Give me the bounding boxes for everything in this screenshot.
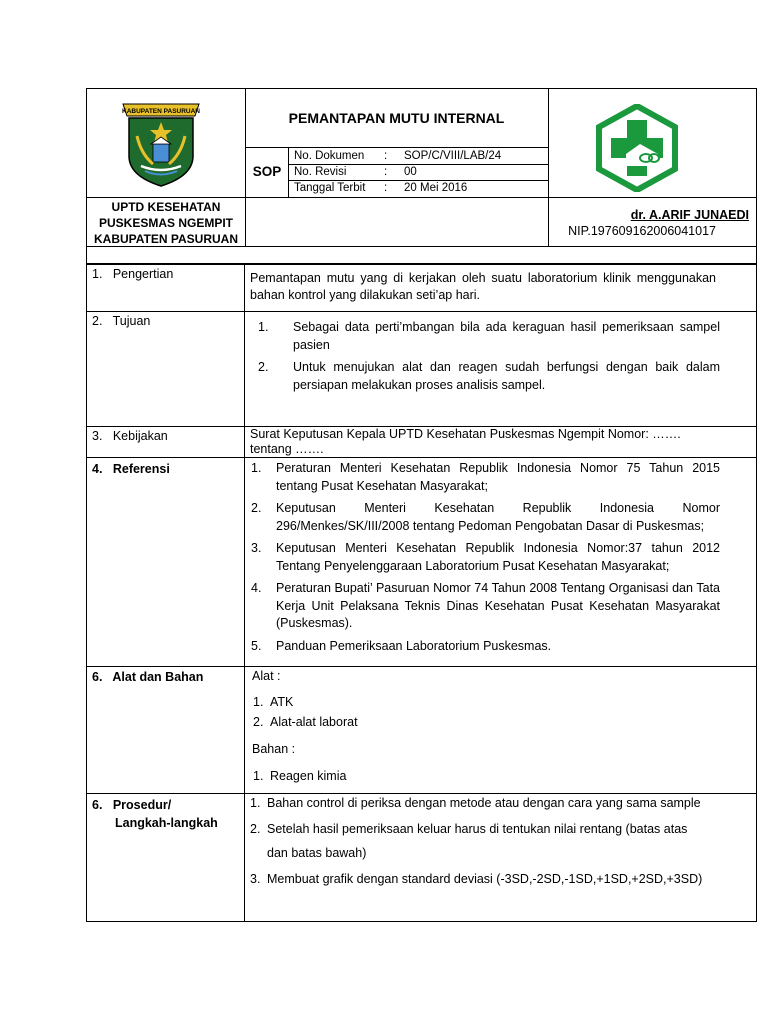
list-text: Keputusan Menteri Kesehatan Republik Indonesia Nomor 296/Menkes/SK/III/2008 tentang Pedoman Pengobatan Dasar di Puskesmas; [276,501,720,533]
org-line-1: UPTD KESEHATAN [111,200,221,214]
section-label-prosedur: 6. Prosedur/ [92,798,172,812]
list-item [251,500,720,535]
row-divider-4 [86,666,757,667]
alat-item-2-text: Alat-alat laborat [270,715,358,729]
section-label-pengertian: 1. Pengertian [92,267,174,281]
body-right-border [756,264,757,922]
header-top-border [86,88,757,89]
row-divider-3 [86,457,757,458]
sop-divider [288,147,289,197]
list-item [251,540,720,575]
meta-sep: : [384,182,388,194]
body-top-border [86,264,757,265]
list-text: Untuk menujukan alat dan reagen sudah berfungsi dengan baik dalam persiapan melakukan proses analisis sampel. [293,360,720,392]
section-label-referensi: 4. Referensi [92,462,170,476]
list-number: 5. [251,638,262,653]
list-text: Keputusan Menteri Kesehatan Republik Indonesia Nomor:37 tahun 2012 Tentang Penyelenggaraan Laboratorium Pusat Kesehatan Masyarakat; [276,541,720,573]
list-item [251,460,720,495]
list-number: 1. [251,461,262,475]
list-number: 4. [251,581,262,595]
meta-value: 00 [404,166,417,178]
section-label-tujuan: 2. Tujuan [92,314,151,328]
sop-label: SOP [252,164,282,179]
prosedur-item-2-text-cont: dan batas bawah) [267,846,367,860]
list-text: Peraturan Bupati’ Pasuruan Nomor 74 Tahun 2008 Tentang Organisasi dan Tata Kerja Unit Pelaksana Teknis Dinas Kesehatan Pusat Kesehatan Masyarakat (Puskesmas). [276,581,720,630]
prosedur-item-1-text: Bahan control di periksa dengan metode atau dengan cara yang sama sample [267,796,701,810]
meta-sep: : [384,166,388,178]
list-text: Peraturan Menteri Kesehatan Republik Indonesia Nomor 75 Tahun 2015 tentang Pusat Kesehatan Masyarakat; [276,461,720,493]
prosedur-item-1-num: 1. [250,796,261,810]
org-line-3: KABUPATEN PASURUAN [94,232,238,246]
list-item [251,580,720,633]
body-bottom-border [86,921,757,922]
prosedur-item-2-num: 2. [250,822,261,836]
alat-item-2-num: 2. [253,715,264,729]
alat-item-1-num: 1. [253,695,264,709]
meta-row-tanggal [290,180,501,196]
header-right-border [756,88,757,264]
prosedur-item-3-text: Membuat grafik dengan standard deviasi (-3SD,-2SD,-1SD,+1SD,+2SD,+3SD) [267,872,703,886]
list-number: 2. [258,360,269,374]
meta-label: No. Dokumen [294,150,365,162]
document-meta-table [290,148,501,196]
row-divider-5 [86,793,757,794]
body-left-border [86,264,87,922]
bahan-item-1-num: 1. [253,769,264,783]
meta-label: Tanggal Terbit [294,182,366,194]
section-label-prosedur-2: Langkah-langkah [115,816,218,830]
section-label-alat-bahan: 6. Alat dan Bahan [92,670,204,684]
meta-row-dokumen [290,148,501,164]
emblem-banner-text: KABUPATEN PASURUAN [122,108,200,115]
list-item [251,638,720,656]
header-mid-line [86,197,757,198]
kabupaten-emblem [117,96,205,188]
org-line-2: PUSKESMAS NGEMPIT [98,216,233,230]
list-number: 2. [251,501,262,515]
kebijakan-text: Surat Keputusan Kepala UPTD Kesehatan Puskesmas Ngempit Nomor: ……. tentang ……. [250,427,681,456]
referensi-list [251,460,720,655]
list-item [258,359,720,394]
meta-value: 20 Mei 2016 [404,182,468,194]
prosedur-item-3-num: 3. [250,872,261,886]
pengertian-text: Pemantapan mutu yang di kerjakan oleh suatu laboratorium klinik menggunakan bahan kontrol yang dilakukan seti’ap hari. [250,271,716,302]
signer-name: dr. A.ARIF JUNAEDI [630,208,749,222]
signer-nip: NIP.197609162006041017 [568,224,716,238]
meta-sep: : [384,150,388,162]
list-text: Sebagai data perti’mbangan bila ada keraguan hasil pemeriksaan sampel pasien [293,320,720,352]
alat-heading: Alat : [252,669,281,683]
prosedur-item-2-text: Setelah hasil pemeriksaan keluar harus di tentukan nilai rentang (batas atas [267,822,688,836]
section-label-kebijakan: 3. Kebijakan [92,429,168,443]
meta-label: No. Revisi [294,166,347,178]
body-column-divider [244,264,245,922]
list-number: 3. [251,541,262,555]
meta-row-revisi [290,164,501,180]
bahan-heading: Bahan : [252,742,296,756]
document-title: PEMANTAPAN MUTU INTERNAL [288,110,505,126]
list-item [258,319,720,354]
list-text: Panduan Pemeriksaan Laboratorium Puskesmas. [276,638,552,653]
meta-value: SOP/C/VIII/LAB/24 [404,150,502,162]
alat-item-1-text: ATK [270,695,294,709]
puskesmas-logo [596,104,678,192]
tujuan-list [258,319,720,394]
list-number: 1. [258,320,269,334]
bahan-item-1-text: Reagen kimia [270,769,347,783]
row-divider-1 [86,311,757,312]
